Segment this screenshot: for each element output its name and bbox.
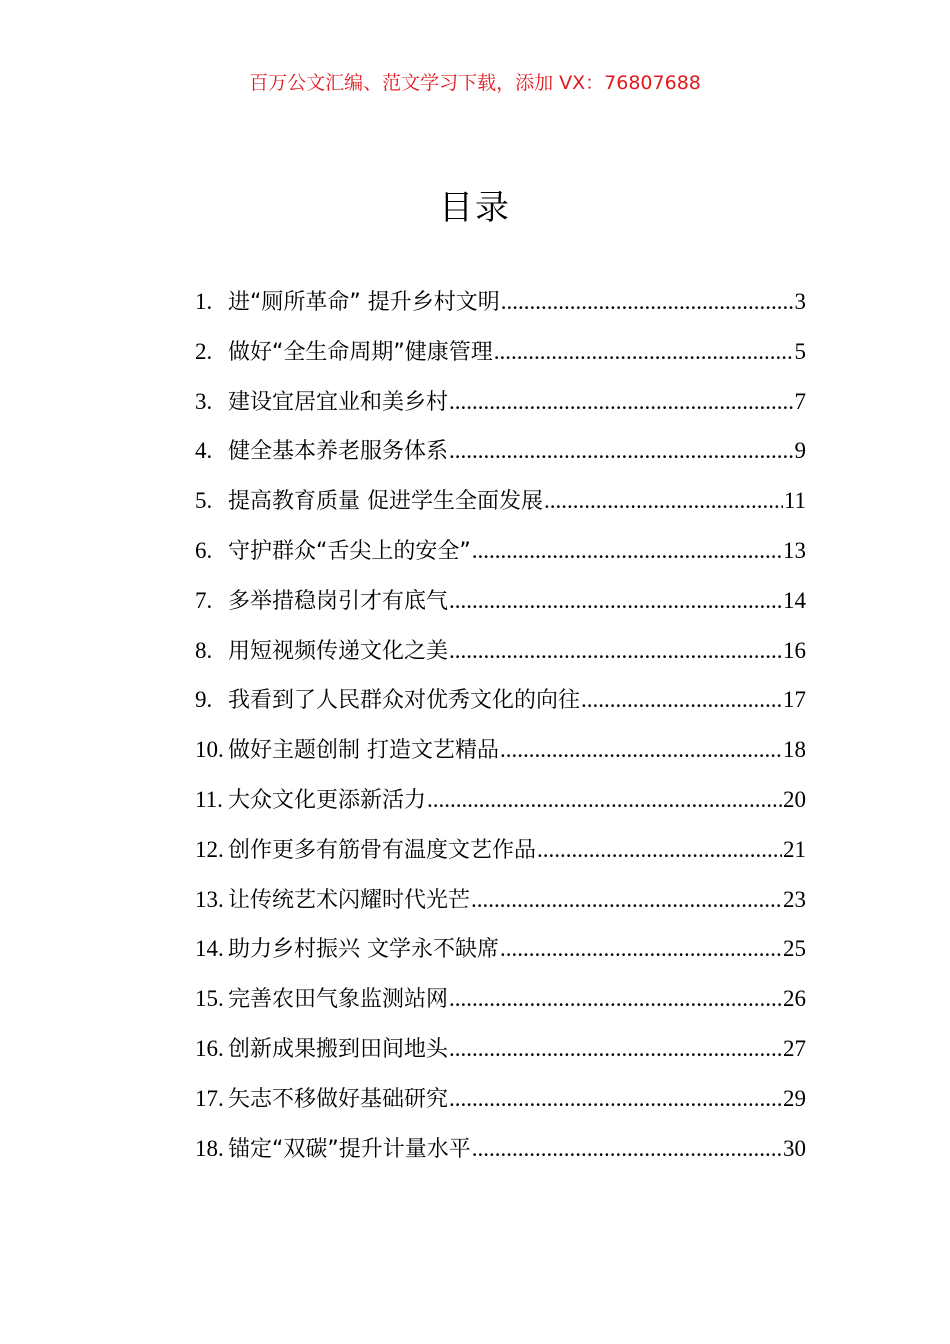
toc-entry-page: 25 [783, 936, 806, 962]
toc-dot-leader [544, 483, 783, 519]
toc-entry-page: 5 [794, 338, 806, 364]
toc-entry[interactable] [195, 633, 806, 683]
toc-entry-number: 8. [195, 637, 213, 663]
toc-entry-page: 3 [794, 289, 806, 314]
toc-entry[interactable] [195, 931, 806, 981]
toc-entry-number: 5. [195, 488, 213, 514]
toc-dot-leader [581, 682, 782, 718]
toc-entry-number: 10. [195, 737, 224, 763]
toc-entry-title: 做好“全生命周期”健康管理 [228, 339, 493, 365]
toc-entry-number: 18. [195, 1135, 224, 1161]
toc-entry-title: 用短视频传递文化之美 [228, 638, 449, 664]
toc-entry-page: 27 [783, 1035, 806, 1061]
toc-dot-leader [449, 384, 793, 420]
toc-entry[interactable] [195, 1131, 806, 1181]
toc-entry-number: 13. [195, 886, 224, 912]
toc-entry-number: 1. [195, 289, 213, 314]
toc-entry-number: 2. [195, 338, 213, 364]
toc-entry-title: 进“厕所革命” 提升乡村文明 [228, 290, 500, 315]
toc-entry-title: 创作更多有筋骨有温度文艺作品 [228, 837, 537, 863]
toc-entry-page: 18 [783, 737, 806, 763]
toc-dot-leader [500, 931, 782, 967]
toc-entry-title: 做好主题创制 打造文艺精品 [228, 738, 499, 764]
toc-entry[interactable] [195, 483, 806, 533]
toc-entry-number: 14. [195, 936, 224, 962]
toc-entry-number: 9. [195, 687, 213, 713]
toc-entry-title: 健全基本养老服务体系 [228, 439, 449, 465]
toc-entry-page: 30 [783, 1135, 806, 1161]
toc-dot-leader [449, 981, 782, 1017]
toc-entry-title: 让传统艺术闪耀时代光芒 [228, 887, 471, 913]
toc-entry[interactable] [195, 981, 806, 1031]
toc-entry-title: 我看到了人民群众对优秀文化的向往 [228, 688, 581, 714]
toc-entry-number: 6. [195, 537, 213, 563]
toc-dot-leader [494, 334, 794, 370]
toc-entry-page: 14 [783, 587, 806, 613]
toc-entry-number: 17. [195, 1085, 224, 1111]
toc-dot-leader [449, 1031, 782, 1067]
toc-entry-page: 16 [783, 637, 806, 663]
toc-entry-title: 提高教育质量 促进学生全面发展 [228, 489, 543, 515]
toc-entry-title: 矢志不移做好基础研究 [228, 1086, 449, 1112]
toc-dot-leader [537, 832, 782, 868]
toc-entry-number: 3. [195, 388, 213, 414]
toc-entry-page: 20 [783, 786, 806, 812]
toc-title: 目录 [439, 188, 511, 228]
toc-entry-number: 16. [195, 1035, 224, 1061]
toc-entry-page: 13 [783, 537, 806, 563]
toc-entry-number: 11. [195, 786, 223, 812]
toc-entry[interactable] [195, 583, 806, 633]
toc-entry-number: 15. [195, 986, 224, 1012]
toc-entry-title: 创新成果搬到田间地头 [228, 1036, 449, 1062]
toc-entry-title: 助力乡村振兴 文学永不缺席 [228, 937, 499, 963]
toc-entry-title: 完善农田气象监测站网 [228, 987, 449, 1013]
toc-entry-number: 7. [195, 587, 213, 613]
toc-entry-page: 26 [783, 986, 806, 1012]
toc-entry[interactable] [195, 1081, 806, 1131]
toc-entry[interactable] [195, 1031, 806, 1081]
toc-dot-leader [449, 433, 793, 469]
toc-entry[interactable] [195, 334, 806, 384]
toc-entry-title: 锚定“双碳”提升计量水平 [228, 1136, 471, 1162]
toc-dot-leader [427, 782, 782, 818]
toc-list [195, 284, 806, 1180]
toc-dot-leader [449, 1081, 782, 1117]
toc-entry-page: 21 [783, 836, 806, 862]
toc-entry[interactable] [195, 882, 806, 932]
toc-dot-leader [500, 732, 782, 768]
toc-entry[interactable] [195, 384, 806, 434]
toc-entry-page: 11 [783, 488, 806, 514]
toc-entry[interactable] [195, 682, 806, 732]
toc-entry[interactable] [195, 732, 806, 782]
toc-entry-page: 23 [783, 886, 806, 912]
toc-dot-leader [449, 583, 782, 619]
toc-entry-page: 7 [794, 388, 806, 414]
toc-entry-page: 9 [794, 438, 806, 464]
toc-entry-number: 12. [195, 836, 224, 862]
toc-entry-title: 多举措稳岗引才有底气 [228, 588, 449, 614]
toc-entry-title: 大众文化更添新活力 [228, 787, 427, 813]
toc-dot-leader [472, 1131, 782, 1167]
toc-dot-leader [472, 533, 782, 569]
toc-entry[interactable] [195, 433, 806, 483]
toc-entry[interactable] [195, 284, 806, 334]
toc-dot-leader [449, 633, 782, 669]
toc-dot-leader [501, 284, 794, 320]
toc-entry[interactable] [195, 533, 806, 583]
toc-entry[interactable] [195, 832, 806, 882]
toc-dot-leader [471, 882, 782, 918]
toc-entry-page: 17 [783, 687, 806, 713]
header-note: 百万公文汇编、范文学习下载，添加 VX：76807688 [249, 72, 701, 94]
toc-entry-page: 29 [783, 1085, 806, 1111]
toc-entry[interactable] [195, 782, 806, 832]
toc-entry-title: 守护群众“舌尖上的安全” [228, 538, 471, 564]
toc-entry-number: 4. [195, 438, 213, 464]
toc-entry-title: 建设宜居宜业和美乡村 [228, 389, 449, 415]
